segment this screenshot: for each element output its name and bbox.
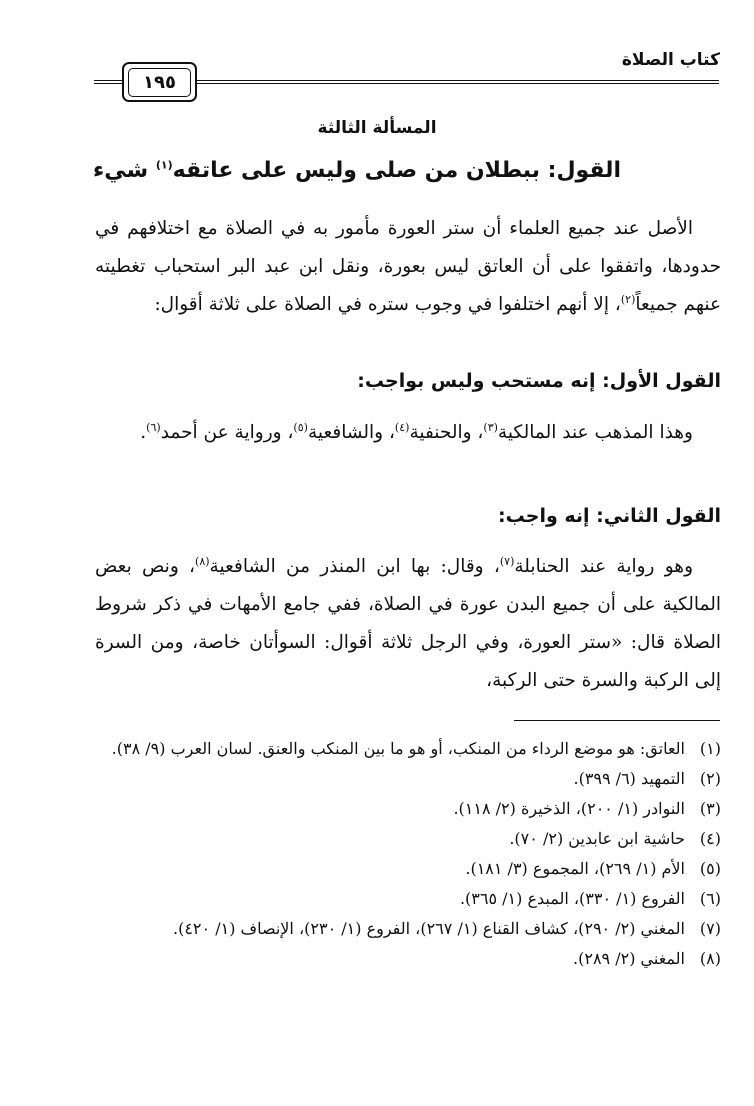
footnote-text: التمهيد (٦/ ٣٩٩). — [573, 769, 685, 788]
footnote-text: الأم (١/ ٢٦٩)، المجموع (٣/ ١٨١). — [465, 859, 685, 878]
footnote-text: النوادر (١/ ٢٠٠)، الذخيرة (٢/ ١١٨). — [453, 799, 685, 818]
footnote-text: المغني (٢/ ٢٨٩). — [573, 949, 685, 968]
paragraph-text: الأصل عند جميع العلماء أن ستر العورة مأمور به في الصلاة مع اختلافهم في حدودها، واتفقوا على أن العاتق ليس بعورة، ونقل ابن عبد البر استحباب تغطيته عنهم جميعاً — [95, 218, 721, 315]
footnote-number: (٦) — [699, 889, 721, 908]
header-rule-left — [94, 80, 122, 84]
paragraph-text: ، إلا أنهم اختلفوا في وجوب ستره في الصلاة على ثلاثة أقوال: — [154, 294, 621, 315]
footnote — [95, 914, 721, 944]
footnote-number: (٤) — [699, 829, 721, 848]
paragraph-text: ، والحنفية — [409, 422, 484, 443]
footnote-number: (٣) — [699, 799, 721, 818]
footnote-number: (١) — [699, 739, 721, 758]
footnote-ref[interactable]: (٦) — [146, 420, 161, 434]
header-rule-right — [197, 80, 719, 84]
page-number: ١٩٥ — [128, 68, 191, 97]
paragraph-first-opinion — [95, 414, 721, 452]
footnote — [95, 794, 721, 824]
section-title: المسألة الثالثة — [317, 118, 437, 138]
footnote — [95, 734, 721, 764]
footnote-ref[interactable]: (١) — [155, 158, 173, 172]
footnote-ref[interactable]: (٧) — [499, 554, 515, 568]
paragraph-second-opinion — [95, 548, 721, 700]
footnote-ref[interactable]: (٢) — [620, 292, 636, 306]
footnote-ref[interactable]: (٤) — [394, 420, 410, 434]
paragraph-text: ، والشافعية — [307, 422, 395, 443]
footnote-number: (٨) — [699, 949, 721, 968]
paragraph-text: وهو رواية عند الحنابلة — [514, 556, 694, 577]
paragraph-text: وهذا المذهب عند المالكية — [497, 422, 693, 443]
footnote — [95, 824, 721, 854]
main-heading — [93, 158, 621, 183]
footnote-text: الفروع (١/ ٣٣٠)، المبدع (١/ ٣٦٥). — [459, 889, 685, 908]
footnote — [95, 944, 721, 974]
paragraph-text: ، وقال: بها ابن المنذر من الشافعية — [209, 556, 500, 577]
subheading-first-opinion: القول الأول: إنه مستحب وليس بواجب: — [357, 370, 721, 392]
main-heading-tail: شيء — [93, 158, 156, 183]
footnote-ref[interactable]: (٨) — [195, 554, 210, 568]
paragraph-text: . — [140, 422, 147, 443]
footnote-ref[interactable]: (٥) — [293, 420, 308, 434]
paragraph-intro — [95, 210, 721, 324]
footnote — [95, 854, 721, 884]
footnote-separator — [514, 720, 720, 721]
footnote-text: حاشية ابن عابدين (٢/ ٧٠). — [509, 829, 685, 848]
paragraph-text: ، ورواية عن أحمد — [160, 422, 294, 443]
footnote — [95, 884, 721, 914]
page-number-frame — [122, 62, 197, 102]
running-head: كتاب الصلاة — [621, 50, 720, 70]
paragraph-text: ، ونص بعض المالكية على أن جميع البدن عورة في الصلاة، ففي جامع الأمهات في ذكر شروط الصلاة قال: «ستر العورة، وفي الرجل ثلاثة أقوال: السوأتان خاصة، ومن السرة إلى الركبة والسرة حتى الركبة، — [95, 556, 721, 691]
main-heading-text: القول: ببطلان من صلى وليس على عاتقه — [172, 158, 621, 183]
footnote-number: (٧) — [699, 919, 721, 938]
footnotes — [95, 734, 721, 974]
footnote — [95, 764, 721, 794]
footnote-ref[interactable]: (٣) — [483, 420, 498, 434]
subheading-second-opinion: القول الثاني: إنه واجب: — [498, 505, 721, 527]
footnote-text: المغني (٢/ ٢٩٠)، كشاف القناع (١/ ٢٦٧)، الفروع (١/ ٢٣٠)، الإنصاف (١/ ٤٢٠). — [173, 919, 685, 938]
footnote-text: العاتق: هو موضع الرداء من المنكب، أو هو ما بين المنكب والعنق. لسان العرب (٩/ ٣٨). — [111, 739, 685, 758]
footnote-number: (٥) — [699, 859, 721, 878]
footnote-number: (٢) — [699, 769, 721, 788]
